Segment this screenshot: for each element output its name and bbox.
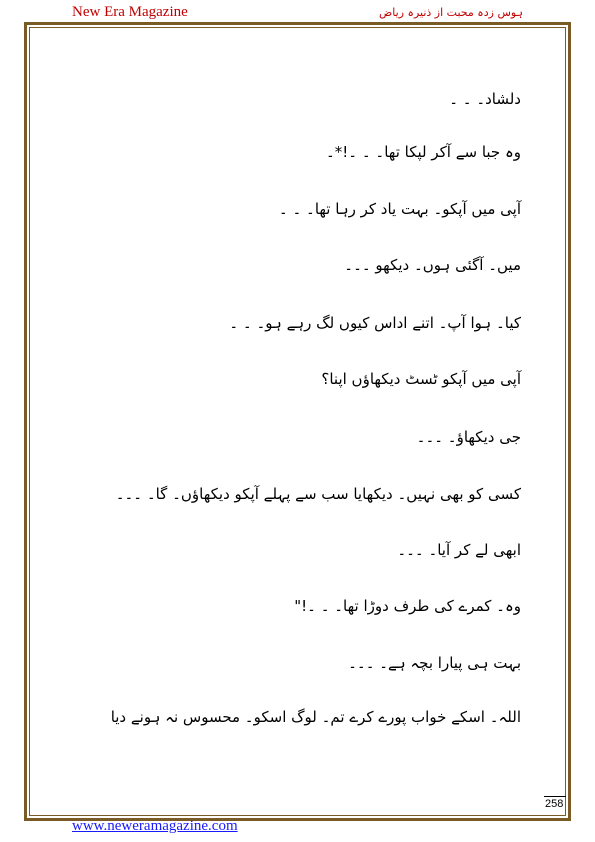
text-line: اللہ۔ اسکے خواب پورے کرے تم۔ لوگ اسکو۔ محسوس نہ ہونے دیا xyxy=(110,708,521,726)
text-line: کسی کو بھی نہیں۔ دیکھایا سب سے پہلے آپکو دیکھاؤں۔ گا۔ ۔۔۔ xyxy=(115,485,521,503)
text-line: ابھی لے کر آیا۔ ۔۔۔ xyxy=(397,541,521,559)
text-line: وہ جبا سے آکر لپکا تھا۔ ۔ ۔!*۔ xyxy=(326,143,521,161)
text-line: بہت ہی پیارا بچہ ہے۔ ۔۔۔ xyxy=(348,654,521,672)
text-line: وہ۔ کمرے کی طرف دوڑا تھا۔ ۔ ۔!" xyxy=(294,597,521,615)
story-title: ہوس زدہ محبت از ذنیرہ ریاض xyxy=(379,6,523,19)
text-line: آپی میں آپکو۔ بہت یاد کر رہا تھا۔ ۔ ۔ xyxy=(278,200,521,218)
text-line: جی دیکھاؤ۔ ۔۔۔ xyxy=(416,428,521,446)
text-line: میں۔ آگئی ہوں۔ دیکھو ۔۔۔ xyxy=(344,256,521,274)
footer-website-link[interactable]: www.neweramagazine.com xyxy=(72,818,238,834)
text-line: دلشاد۔ ۔ ۔ xyxy=(449,90,521,108)
page-number-rule xyxy=(544,796,566,797)
magazine-title: New Era Magazine xyxy=(72,4,188,20)
text-line: کیا۔ ہوا آپ۔ اتنے اداس کیوں لگ رہے ہو۔ ۔ ۔ xyxy=(229,314,521,332)
page-number: 258 xyxy=(545,798,564,810)
text-line: آپی میں آپکو ٹسٹ دیکھاؤں اپنا؟ xyxy=(321,370,521,388)
